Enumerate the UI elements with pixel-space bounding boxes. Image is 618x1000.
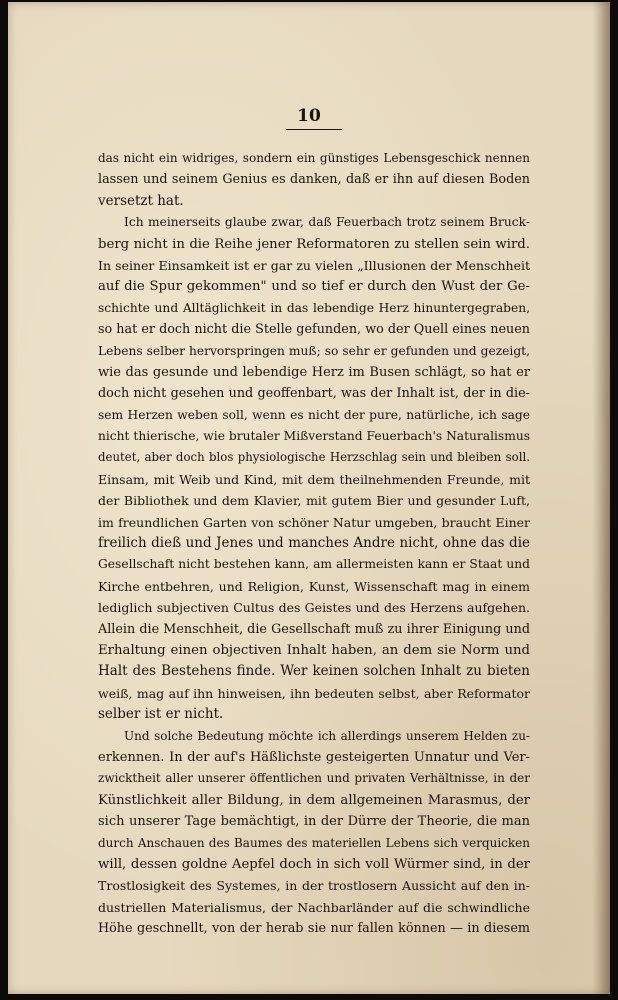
text-line: selber ist er nicht. bbox=[98, 706, 224, 723]
text-line: nicht thierische, wie brutaler Mißverstand Feuerbach's Naturalismus bbox=[98, 429, 530, 444]
body-text bbox=[98, 148, 530, 939]
text-line: deutet, aber doch blos physiologische Herzschlag sein und bleiben soll. bbox=[98, 450, 530, 465]
text-line: In seiner Einsamkeit ist er gar zu vielen „Illusionen der Menschheit bbox=[98, 257, 530, 273]
page-number: 10 bbox=[297, 106, 321, 126]
text-line: Künstlichkeit aller Bildung, in dem allgemeinen Marasmus, der bbox=[98, 792, 530, 808]
text-line: auf die Spur gekommen" und so tief er durch den Wust der Ge- bbox=[98, 279, 530, 295]
text-line: doch nicht gesehen und geoffenbart, was der Inhalt ist, der in die- bbox=[98, 386, 530, 402]
text-line: freilich dieß und Jenes und manches Andre nicht, ohne das die bbox=[98, 535, 530, 552]
text-line: Kirche entbehren, und Religion, Kunst, Wissenschaft mag in einem bbox=[98, 578, 530, 594]
text-line: Erhaltung einen objectiven Inhalt haben, an dem sie Norm und bbox=[98, 642, 530, 658]
text-line: zwicktheit aller unserer öffentlichen und privaten Verhältnisse, in der bbox=[98, 771, 530, 786]
text-line: erkennen. In der auf's Häßlichste gesteigerten Unnatur und Ver- bbox=[98, 749, 530, 765]
text-line: versetzt hat. bbox=[98, 192, 184, 209]
text-line: schichte und Alltäglichkeit in das lebendige Herz hinuntergegraben, bbox=[98, 300, 530, 315]
text-line: der Bibliothek und dem Klavier, mit gutem Bier und gesunder Luft, bbox=[98, 493, 530, 509]
text-line: Einsam, mit Weib und Kind, mit dem theilnehmenden Freunde, mit bbox=[98, 471, 530, 487]
book-page bbox=[8, 2, 610, 994]
text-line: wie das gesunde und lebendige Herz im Busen schlägt, so hat er bbox=[98, 364, 530, 380]
text-line: will, dessen goldne Aepfel doch in sich voll Würmer sind, in der bbox=[98, 856, 530, 872]
text-line: Höhe geschnellt, von der herab sie nur fallen können — in diesem bbox=[98, 921, 530, 937]
text-line: das nicht ein widriges, sondern ein günstiges Lebensgeschick nennen bbox=[98, 151, 530, 165]
text-line: Allein die Menschheit, die Gesellschaft muß zu ihrer Einigung und bbox=[98, 621, 530, 637]
text-line: Gesellschaft nicht bestehen kann, am allermeisten kann er Staat und bbox=[98, 557, 530, 572]
text-line: durch Anschauen des Baumes des materiellen Lebens sich verquicken bbox=[98, 835, 530, 850]
text-line: Halt des Bestehens finde. Wer keinen solchen Inhalt zu bieten bbox=[98, 663, 530, 680]
text-line: Trostlosigkeit des Systemes, in der trostlosern Aussicht auf den in- bbox=[98, 878, 530, 894]
text-line: lassen und seinem Genius es danken, daß er ihn auf diesen Boden bbox=[98, 172, 530, 188]
page-spine-shadow bbox=[592, 2, 610, 994]
text-line: weiß, mag auf ihn hinweisen, ihn bedeuten selbst, aber Reformator bbox=[98, 685, 530, 701]
text-line: sich unserer Tage bemächtigt, in der Dürre der Theorie, die man bbox=[98, 814, 530, 830]
text-line: im freundlichen Garten von schöner Natur umgeben, braucht Einer bbox=[98, 514, 530, 530]
text-line: lediglich subjectiven Cultus des Geistes und des Herzens aufgehen. bbox=[98, 600, 530, 616]
text-line: so hat er doch nicht die Stelle gefunden, wo der Quell eines neuen bbox=[98, 322, 530, 338]
text-line: Lebens selber hervorspringen muß; so sehr er gefunden und gezeigt, bbox=[98, 343, 530, 358]
text-line: Und solche Bedeutung möchte ich allerdings unserem Helden zu- bbox=[124, 728, 530, 743]
page-number-rule bbox=[286, 129, 342, 130]
text-line: Ich meinerseits glaube zwar, daß Feuerbach trotz seinem Bruck- bbox=[124, 215, 530, 230]
text-line: dustriellen Materialismus, der Nachbarländer auf die schwindliche bbox=[98, 899, 530, 915]
text-line: berg nicht in die Reihe jener Reformatoren zu stellen sein wird. bbox=[98, 236, 530, 252]
text-line: sem Herzen weben soll, wenn es nicht der pure, natürliche, ich sage bbox=[98, 407, 530, 422]
